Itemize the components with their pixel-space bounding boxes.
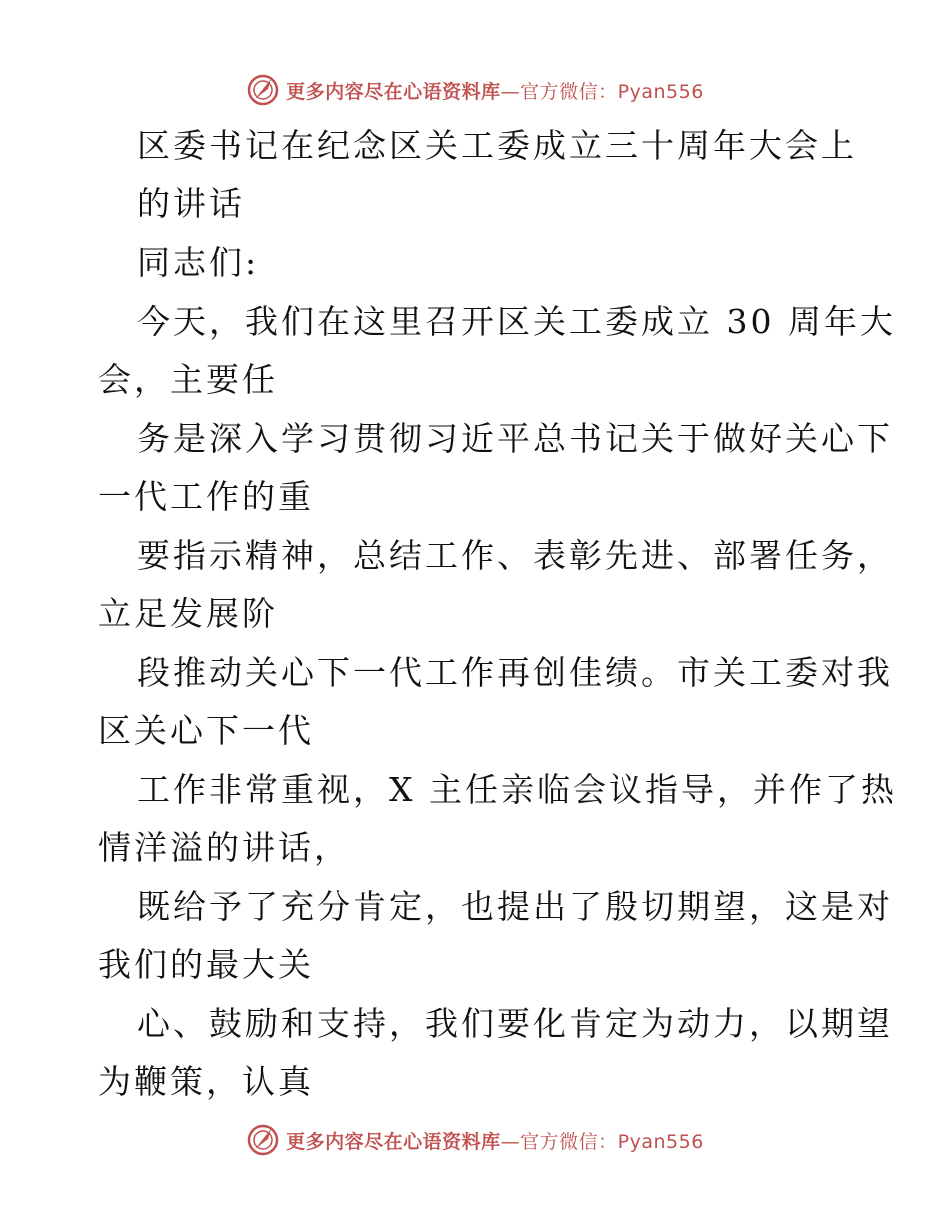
- paragraph-line: 既给予了充分肯定，也提出了殷切期望，这是对: [137, 887, 893, 926]
- footer-watermark-contact: 官方微信：Pyan556: [520, 1130, 704, 1153]
- paragraph-line: 要指示精神，总结工作、表彰先进、部署任务，: [137, 536, 893, 575]
- quill-logo-icon: [246, 1123, 280, 1157]
- footer-watermark-text: [286, 1127, 704, 1154]
- header-watermark-contact: 官方微信：Pyan556: [520, 80, 704, 103]
- header-watermark-separator: —: [500, 80, 521, 103]
- paragraph-line: 立足发展阶: [98, 594, 278, 633]
- footer-watermark-main: 更多内容尽在心语资料库: [286, 1130, 501, 1153]
- salutation: 同志们:: [137, 243, 260, 282]
- paragraph-line: 区关心下一代: [98, 711, 314, 750]
- paragraph-line: 情洋溢的讲话，: [98, 828, 350, 867]
- footer-watermark-separator: —: [500, 1130, 521, 1153]
- footer-watermark-banner: [0, 1120, 950, 1160]
- paragraph-line: 务是深入学习贯彻习近平总书记关于做好关心下: [137, 419, 893, 458]
- header-watermark-main: 更多内容尽在心语资料库: [286, 80, 501, 103]
- document-title-line-1: 区委书记在纪念区关工委成立三十周年大会上: [137, 126, 857, 165]
- paragraph-line: 今天，我们在这里召开区关工委成立 30 周年大: [137, 302, 896, 341]
- document-title-line-2: 的讲话: [137, 184, 245, 223]
- paragraph-line: 为鞭策，认真: [98, 1062, 314, 1101]
- paragraph-line: 段推动关心下一代工作再创佳绩。市关工委对我: [137, 653, 893, 692]
- paragraph-line: 一代工作的重: [98, 477, 314, 516]
- paragraph-line: 工作非常重视，X 主任亲临会议指导，并作了热: [137, 770, 897, 809]
- paragraph-line: 会，主要任: [98, 360, 278, 399]
- paragraph-line: 心、鼓励和支持，我们要化肯定为动力，以期望: [137, 1004, 893, 1043]
- paragraph-line: 我们的最大关: [98, 945, 314, 984]
